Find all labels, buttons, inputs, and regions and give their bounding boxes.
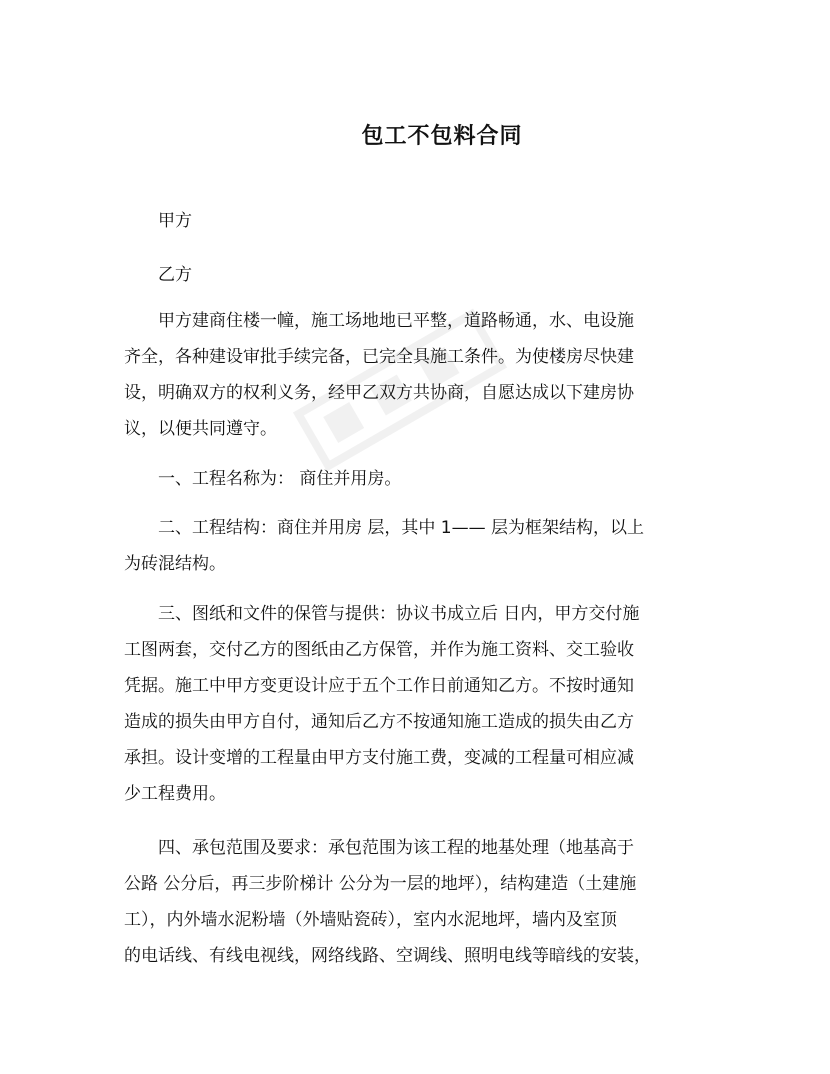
intro-paragraph	[124, 303, 724, 447]
text-line: 承担。设计变增的工程量由甲方支付施工费，变减的工程量可相应减	[124, 748, 634, 768]
clause-1-paragraph	[124, 461, 724, 497]
party-a-paragraph	[124, 203, 724, 239]
text-line: 造成的损失由甲方自付，通知后乙方不按通知施工造成的损失由乙方	[124, 712, 634, 732]
document-title: 包工不包料合同	[361, 124, 523, 149]
text-line: 工），内外墙水泥粉墙（外墙贴瓷砖），室内水泥地坪，墙内及室顶	[124, 910, 617, 930]
text-line: 三、图纸和文件的保管与提供：协议书成立后 日内，甲方交付施	[124, 604, 640, 624]
text-line: 议，以便共同遵守。	[124, 419, 277, 439]
clause-2-paragraph	[124, 510, 724, 582]
text-line: 乙方	[124, 265, 192, 285]
text-line: 公路 公分后，再三步阶梯计 公分为一层的地坪），结构建造（土建施	[124, 874, 637, 894]
text-line: 四、承包范围及要求：承包范围为该工程的地基处理（地基高于	[124, 838, 634, 858]
text-line: 甲方建商住楼一幢，施工场地地已平整，道路畅通，水、电设施	[124, 311, 634, 331]
text-line: 二、工程结构：商住并用房 层，其中 1—— 层为框架结构，以上	[124, 518, 645, 538]
text-line: 凭据。施工中甲方变更设计应于五个工作日前通知乙方。不按时通知	[124, 676, 634, 696]
text-line: 的电话线、有线电视线，网络线路、空调线、照明电线等暗线的安装，	[124, 946, 651, 966]
text-line: 设，明确双方的权利义务，经甲乙双方共协商，自愿达成以下建房协	[124, 383, 634, 403]
text-line: 齐全，各种建设审批手续完备，已完全具施工条件。为使楼房尽快建	[124, 347, 634, 367]
text-line: 少工程费用。	[124, 784, 226, 804]
clause-4-paragraph	[124, 830, 724, 974]
text-line: 一、工程名称为： 商住并用房。	[124, 469, 402, 489]
text-line: 工图两套，交付乙方的图纸由乙方保管，并作为施工资料、交工验收	[124, 640, 634, 660]
text-line: 为砖混结构。	[124, 554, 226, 574]
text-line: 甲方	[124, 211, 192, 231]
clause-3-paragraph	[124, 596, 724, 812]
party-b-paragraph	[124, 257, 724, 293]
